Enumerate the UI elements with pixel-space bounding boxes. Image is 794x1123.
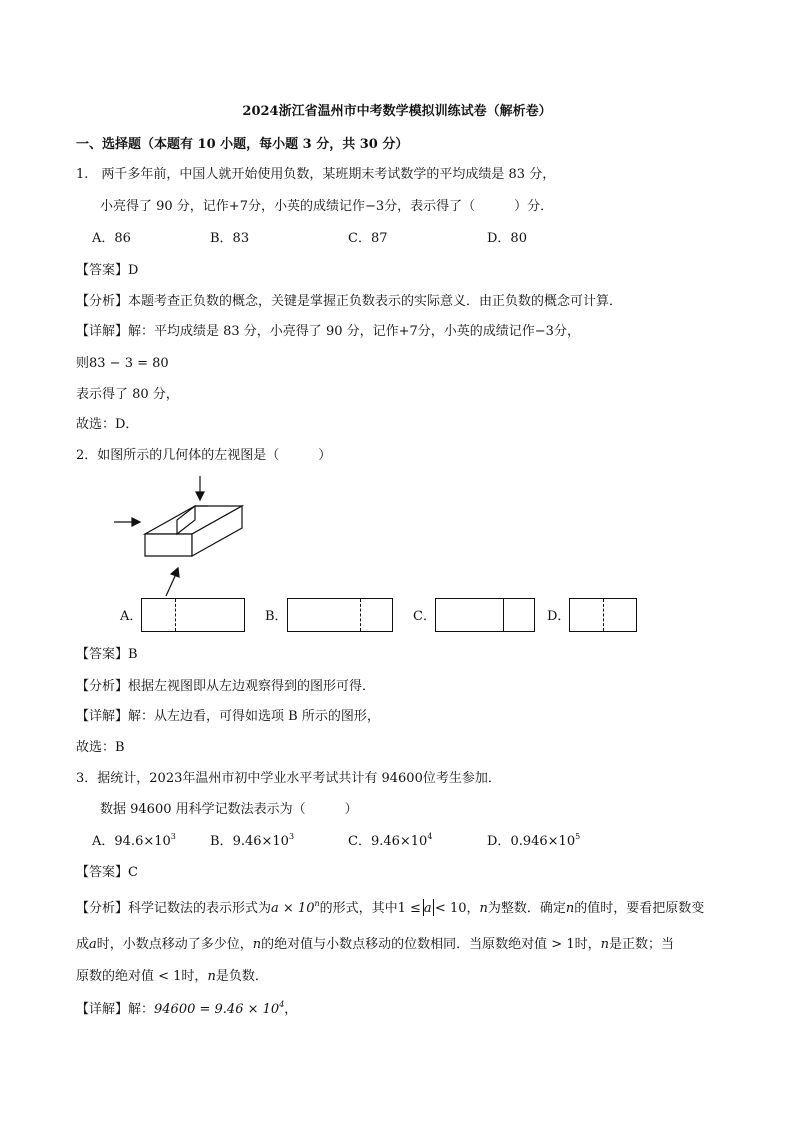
q1-answer: 【答案】D: [76, 263, 139, 278]
q2-option-c-rect: [435, 598, 535, 632]
q3-option-c-exponent: 4: [427, 832, 433, 841]
q3-option-c-mantissa: 9.46×10: [370, 834, 428, 849]
q3-formula-exponent: n: [314, 899, 320, 908]
q3-option-d-exponent: 5: [575, 832, 581, 841]
q3-abs-a: [421, 902, 435, 915]
q1-option-d: D．80: [487, 231, 527, 246]
q3-option-b-label: B．: [210, 834, 233, 849]
q2-option-d-label: D．: [547, 609, 571, 624]
q3-var-a: a: [423, 901, 432, 916]
q3-analysis-text: 的值时，要看把原数变: [574, 901, 705, 916]
q3-detail-exponent: 4: [279, 1000, 285, 1009]
q3-analysis-text: < 10，: [434, 901, 480, 916]
q2-option-a-label: A．: [120, 609, 143, 624]
q2-detail: 【详解】解：从左边看，可得如选项 B 所示的图形，: [76, 709, 380, 724]
q2-option-c: [413, 598, 543, 632]
q2-option-b: [265, 598, 395, 632]
q2-option-d: [547, 598, 642, 632]
q1-option-c: C．87: [348, 231, 388, 246]
q2-answer: 【答案】B: [76, 647, 138, 662]
q3-analysis-text: 是正数；当: [608, 937, 674, 952]
q3-analysis-line2: [76, 938, 674, 951]
q3-option-c: [348, 832, 433, 849]
q3-analysis-text: 原数的绝对值 < 1时，: [76, 969, 208, 984]
q3-answer: 【答案】C: [76, 865, 138, 880]
q3-option-a: [92, 832, 176, 849]
q2-option-c-label: C．: [413, 609, 436, 624]
q2-option-b-label: B．: [265, 609, 288, 624]
q2-option-b-rect: [287, 598, 393, 632]
q1-option-a: A．86: [92, 231, 131, 246]
q3-option-a-label: A．: [92, 834, 115, 849]
q3-analysis-line1: [76, 899, 705, 916]
q3-var-n: n: [565, 901, 575, 916]
q3-stem-line1: 3．据统计，2023年温州市初中学业水平考试共计有 94600位考生参加．: [76, 771, 501, 786]
page-title: 2024浙江省温州市中考数学模拟训练试卷（解析卷）: [242, 104, 552, 119]
q3-analysis-text: 的形式，其中1 ≤: [319, 901, 421, 916]
q3-detail: [76, 1000, 298, 1017]
q3-option-b-exponent: 3: [288, 832, 295, 841]
q2-option-d-rect: [569, 598, 637, 632]
q3-option-a-exponent: 3: [170, 832, 176, 841]
q3-detail-text: ，: [284, 1002, 298, 1017]
q1-stem-line1: 1. 两千多年前，中国人就开始使用负数，某班期末考试数学的平均成绩是 83 分，: [76, 167, 556, 182]
q3-analysis-line3: [76, 970, 268, 983]
q3-analysis-text: 的绝对值与小数点移动的位数相同．当原数绝对值 > 1时，: [261, 937, 601, 952]
q3-analysis-text: 是负数．: [215, 969, 268, 984]
q1-analysis: 【分析】本题考查正负数的概念，关键是掌握正负数表示的实际意义．由正负数的概念可计算．: [76, 294, 623, 309]
q2-stem: 2．如图所示的几何体的左视图是（ ）: [76, 448, 332, 463]
q3-option-c-label: C．: [348, 834, 371, 849]
section-heading: 一、选择题（本题有 10 小题，每小题 3 分，共 30 分）: [76, 137, 409, 152]
q1-stem-line2: 小亮得了 90 分，记作+7分，小英的成绩记作−3分，表示得了（ ）分．: [100, 199, 554, 214]
q3-option-b-mantissa: 9.46×10: [232, 834, 289, 849]
q3-option-b: [210, 832, 295, 849]
q3-analysis-text: 时，小数点移动了多少位，: [96, 937, 253, 952]
q2-choose: 故选：B: [76, 740, 125, 755]
q3-var-n: n: [479, 901, 488, 916]
q3-option-a-mantissa: 94.6×10: [114, 834, 171, 849]
q1-option-b: B．83: [210, 231, 250, 246]
q2-analysis: 【分析】根据左视图即从左边观察得到的图形可得．: [76, 679, 376, 694]
q3-detail-text: 【详解】解：: [76, 1002, 155, 1017]
q2-option-a: [120, 598, 250, 632]
q3-detail-equation: 94600 = 9.46 × 10: [154, 1002, 280, 1017]
q2-option-a-rect: [141, 598, 245, 632]
q3-analysis-text: 【分析】科学记数法的表示形式为: [76, 901, 272, 916]
geometry-solid-figure: [100, 470, 260, 600]
q1-calculation: 则83 − 3 = 80: [76, 356, 169, 371]
q3-stem-line2: 数据 94600 用科学记数法表示为（ ）: [100, 802, 358, 817]
q3-formula: a × 10: [271, 901, 315, 916]
q3-var-n: n: [252, 937, 262, 952]
q3-option-d-mantissa: 0.946×10: [510, 834, 576, 849]
q1-detail: 【详解】解：平均成绩是 83 分，小亮得了 90 分，记作+7分，小英的成绩记作−3分，: [76, 324, 580, 339]
q3-var-a: a: [89, 937, 97, 952]
q3-var-n: n: [207, 969, 216, 984]
q3-analysis-text: 为整数．确定: [487, 901, 566, 916]
q3-option-d: [487, 832, 581, 849]
q3-analysis-text: 成: [76, 937, 90, 952]
q1-choose: 故选：D．: [76, 417, 139, 432]
q3-var-n: n: [600, 937, 609, 952]
q3-option-d-label: D．: [487, 834, 511, 849]
q1-result: 表示得了 80 分，: [76, 387, 179, 402]
